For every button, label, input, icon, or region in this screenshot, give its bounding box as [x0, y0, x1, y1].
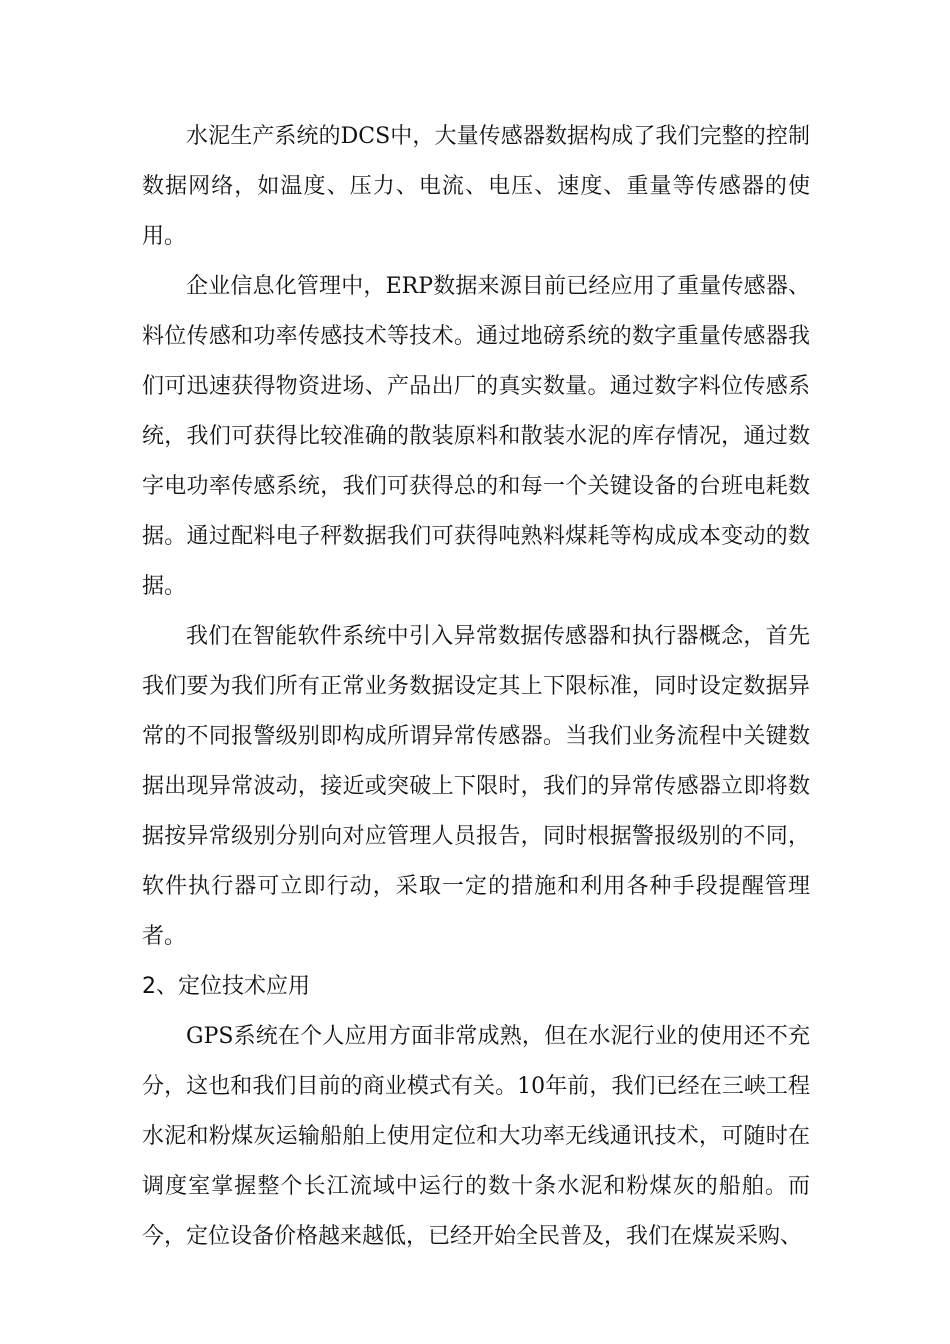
paragraph-gps-application: GPS系统在个人应用方面非常成熟，但在水泥行业的使用还不充分，这也和我们目前的商业模式有关。10年前，我们已经在三峡工程水泥和粉煤灰运输船舶上使用定位和大功率无线通讯技术，可随时在调度室掌握整个长江流域中运行的数十条水泥和粉煤灰的船舶。而今，定位设备价格越来越低，已经开始全民普及，我们在煤炭采购、: [142, 1024, 810, 1249]
section-heading: 2、定位技术应用: [142, 974, 310, 999]
document-body: [142, 112, 810, 1262]
paragraph-dcs-sensors: 水泥生产系统的DCS中，大量传感器数据构成了我们完整的控制数据网络，如温度、压力、电流、电压、速度、重量等传感器的使用。: [142, 124, 810, 249]
paragraph-anomaly-sensors: 我们在智能软件系统中引入异常数据传感器和执行器概念，首先我们要为我们所有正常业务数据设定其上下限标准，同时设定数据异常的不同报警级别即构成所谓异常传感器。当我们业务流程中关键数据出现异常波动，接近或突破上下限时，我们的异常传感器立即将数据按异常级别分别向对应管理人员报告，同时根据警报级别的不同，软件执行器可立即行动，采取一定的措施和利用各种手段提醒管理者。: [142, 624, 810, 949]
paragraph-erp-sensors: 企业信息化管理中，ERP数据来源目前已经应用了重量传感器、料位传感和功率传感技术等技术。通过地磅系统的数字重量传感器我们可迅速获得物资进场、产品出厂的真实数量。通过数字料位传感系统，我们可获得比较准确的散装原料和散装水泥的库存情况，通过数字电功率传感系统，我们可获得总的和每一个关键设备的台班电耗数据。通过配料电子秤数据我们可获得吨熟料煤耗等构成成本变动的数据。: [142, 274, 810, 599]
